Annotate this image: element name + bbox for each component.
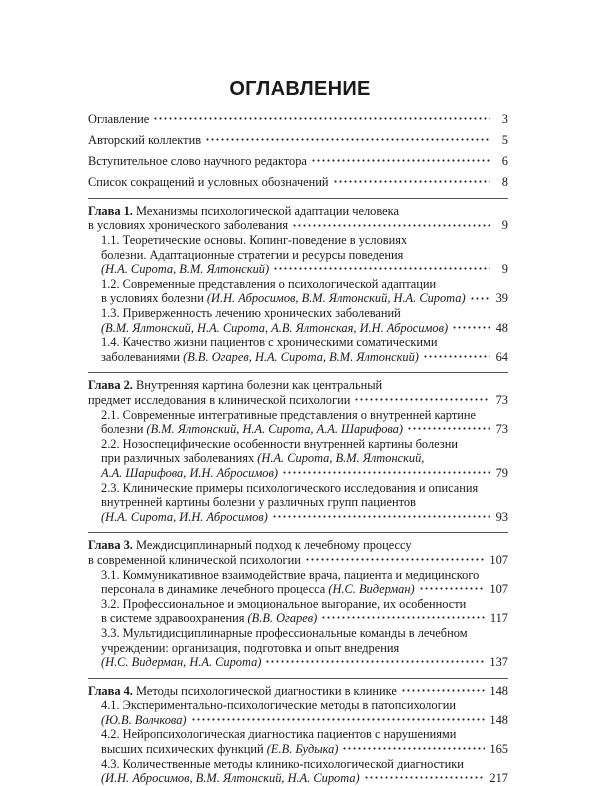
- section-entry[interactable]: [88, 335, 508, 364]
- chapter-title-line: Глава 2. Внутренняя картина болезни как центральный: [88, 378, 383, 393]
- toc-entry[interactable]: [88, 112, 508, 127]
- dot-leader: [205, 135, 490, 145]
- page-number: 73: [495, 422, 508, 437]
- page-number: 73: [495, 393, 508, 407]
- section-title-line: учреждении: организация, подготовка и опыт внедрения: [101, 640, 400, 655]
- section-last-row: [101, 321, 508, 336]
- section-authors: (И.Н. Абросимов, В.М. Ялтонский, Н.А. Сирота): [101, 771, 360, 786]
- page-number: 107: [489, 552, 508, 567]
- section-title-line: 4.2. Нейропсихологическая диагностика пациентов с нарушениями: [101, 727, 457, 742]
- toc-entry-text: Оглавление: [88, 112, 150, 126]
- section-last-row: [101, 655, 508, 670]
- section-last-row: [101, 713, 508, 728]
- dot-leader: [342, 744, 485, 754]
- dot-leader: [401, 685, 486, 695]
- table-of-contents: [88, 112, 508, 786]
- page-number: 3: [501, 112, 508, 126]
- dot-leader: [191, 714, 486, 724]
- page-number: 107: [489, 582, 508, 597]
- chapter-4: [88, 678, 508, 786]
- section-title-line: 2.1. Современные интегративные представления о внутренней картине: [101, 407, 477, 422]
- page-number: 8: [501, 175, 508, 190]
- section-authors: (Ю.В. Волчкова): [101, 712, 187, 727]
- section-entry[interactable]: [88, 727, 508, 756]
- section-authors: (Н.С. Видерман): [328, 582, 415, 597]
- dot-leader: [452, 322, 490, 332]
- section-entry[interactable]: [88, 233, 508, 277]
- chapter-title-line: Глава 3. Междисциплинарный подход к лечебному процессу: [88, 538, 412, 553]
- chapter-number: Глава 4.: [88, 683, 137, 698]
- section-entry[interactable]: [88, 481, 508, 525]
- section-last-row: [101, 510, 508, 525]
- section-entry[interactable]: [88, 626, 508, 670]
- section-title-line: 2.3. Клинические примеры психологического исследования и описания: [101, 480, 479, 495]
- chapter-title-row: [88, 218, 508, 233]
- chapter-number: Глава 3.: [88, 538, 137, 553]
- chapter-number: Глава 2.: [88, 378, 137, 393]
- section-last-text: заболеваниями (В.В. Огарев, Н.А. Сирота, В.М. Ялтонский): [101, 349, 419, 364]
- section-last-text: [101, 321, 448, 336]
- chapter-title-row: [88, 684, 508, 699]
- section-last-text: [101, 466, 278, 481]
- section-last-text: [101, 655, 261, 670]
- chapter-divider: [88, 198, 508, 199]
- page-number: 93: [495, 509, 508, 524]
- section-title-line: 2.2. Нозоспецифические особенности внутренней картины болезни: [101, 436, 458, 451]
- section-entry[interactable]: [88, 698, 508, 727]
- section-title-line: 1.3. Приверженность лечению хронических заболеваний: [101, 306, 401, 321]
- page-number: 165: [489, 742, 508, 757]
- chapter-divider: [88, 532, 508, 533]
- section-title-line: 3.2. Профессиональное и эмоциональное выгорание, их особенности: [101, 596, 467, 611]
- section-entry[interactable]: [88, 568, 508, 597]
- page-number: 9: [501, 262, 508, 277]
- section-last-row: [101, 466, 508, 481]
- section-title-line: внутренней картины болезни у различных групп пациентов: [101, 495, 416, 510]
- section-last-row: [101, 611, 508, 626]
- section-last-text: [101, 713, 187, 728]
- section-authors: (Н.А. Сирота, В.М. Ялтонский): [101, 262, 270, 277]
- dot-leader: [305, 555, 486, 565]
- section-authors: (В.В. Огарев, Н.А. Сирота, В.М. Ялтонский): [183, 349, 419, 364]
- dot-leader: [423, 351, 490, 361]
- dot-leader: [407, 424, 490, 434]
- chapter-title-row: [88, 393, 508, 408]
- toc-entry[interactable]: [88, 133, 508, 148]
- section-title-line: болезни. Адаптационные стратегии и ресурсы поведения: [101, 247, 404, 262]
- section-last-text: [101, 262, 269, 277]
- dot-leader: [272, 511, 490, 521]
- section-entry[interactable]: [88, 597, 508, 626]
- page-number: 148: [489, 712, 508, 727]
- toc-entry[interactable]: [88, 154, 508, 169]
- section-title-line: 3.3. Мультидисциплинарные профессиональные команды в лечебном: [101, 625, 468, 640]
- section-entry[interactable]: [88, 437, 508, 481]
- section-last-row: [101, 422, 508, 437]
- section-authors: (В.М. Ялтонский, Н.А. Сирота, А.В. Ялтонская, И.Н. Абросимов): [101, 320, 449, 335]
- toc-entry[interactable]: [88, 175, 508, 190]
- chapter-1: [88, 198, 508, 365]
- section-authors: А.А. Шарифова, И.Н. Абросимов): [101, 465, 278, 480]
- chapter-heading[interactable]: [88, 684, 508, 699]
- page-number: 137: [489, 655, 508, 670]
- chapter-title-row: [88, 553, 508, 568]
- page-number: 117: [489, 611, 508, 626]
- dot-leader: [282, 468, 490, 478]
- section-title-line: 4.1. Экспериментально-психологические методы в патопсихологии: [101, 698, 456, 713]
- dot-leader: [292, 220, 490, 230]
- dot-leader: [419, 584, 486, 594]
- page-number: 64: [495, 349, 508, 364]
- page-number: 39: [495, 291, 508, 306]
- section-last-row: [101, 771, 508, 786]
- chapter-2: [88, 372, 508, 524]
- section-entry[interactable]: [88, 277, 508, 306]
- section-last-text: персонала в динамике лечебного процесса (Н.С. Видерман): [101, 582, 415, 597]
- section-title-line: 1.2. Современные представления о психологической адаптации: [101, 276, 437, 291]
- toc-entry-row: [88, 154, 508, 169]
- section-last-text: болезни (В.М. Ялтонский, Н.А. Сирота, А.А. Шарифова): [101, 422, 403, 437]
- page-number: 6: [501, 154, 508, 169]
- page-number: 9: [501, 218, 508, 233]
- section-entry[interactable]: [88, 757, 508, 786]
- dot-leader: [470, 293, 490, 303]
- chapter-title-text: предмет исследования в клинической психологии: [88, 393, 351, 407]
- toc-entry-text: Список сокращений и условных обозначений: [88, 175, 329, 190]
- chapter-heading[interactable]: [88, 204, 508, 233]
- section-entry[interactable]: [88, 306, 508, 335]
- section-authors: (Н.С. Видерман, Н.А. Сирота): [101, 655, 262, 670]
- section-last-text: в системе здравоохранения (В.В. Огарев): [101, 611, 318, 626]
- section-title-line: 1.4. Качество жизни пациентов с хроническими соматическими: [101, 335, 438, 350]
- page-number: 217: [489, 771, 508, 786]
- section-authors: (И.Н. Абросимов, В.М. Ялтонский, Н.А. Сирота): [206, 291, 466, 306]
- toc-entry-text: Авторский коллектив: [88, 133, 202, 148]
- toc-entry-row: [88, 112, 508, 127]
- page-number: 148: [489, 683, 508, 698]
- section-title-line: 4.3. Количественные методы клинико-психологической диагностики: [101, 756, 464, 771]
- toc-entry-row: [88, 175, 508, 190]
- section-last-row: [101, 742, 508, 757]
- dot-leader: [354, 395, 490, 405]
- section-last-row: [101, 582, 508, 597]
- dot-leader: [153, 114, 490, 124]
- section-title-line: 1.1. Теоретические основы. Копинг-поведение в условиях: [101, 233, 408, 248]
- section-authors: (В.В. Огарев): [247, 611, 318, 626]
- page-number: 5: [501, 133, 508, 148]
- chapter-heading[interactable]: [88, 378, 508, 407]
- page-title: ОГЛАВЛЕНИЕ: [229, 78, 371, 100]
- chapter-title-text: в условиях хронического заболевания: [88, 218, 289, 233]
- chapter-title-text: в современной клинической психологии: [88, 552, 301, 567]
- section-last-row: [101, 262, 508, 277]
- section-last-text: [101, 510, 268, 525]
- page-number: 48: [495, 320, 508, 335]
- chapter-divider: [88, 678, 508, 679]
- toc-entry-text: Вступительное слово научного редактора: [88, 154, 307, 169]
- section-authors: (Н.А. Сирота, И.Н. Абросимов): [101, 509, 268, 524]
- chapter-title-text: Глава 4. Методы психологической диагностики в клинике: [88, 683, 397, 698]
- chapter-3: [88, 532, 508, 669]
- page-number: 79: [495, 465, 508, 480]
- section-authors: (В.М. Ялтонский, Н.А. Сирота, А.А. Шарифова): [146, 422, 403, 437]
- dot-leader: [364, 773, 486, 783]
- section-authors: (Е.В. Будыка): [266, 742, 339, 757]
- chapter-heading[interactable]: [88, 538, 508, 567]
- section-entry[interactable]: [88, 408, 508, 437]
- dot-leader: [265, 657, 485, 667]
- toc-entry-row: [88, 133, 508, 148]
- dot-leader: [333, 177, 490, 187]
- dot-leader: [321, 613, 486, 623]
- section-last-text: высших психических функций (Е.В. Будыка): [101, 742, 339, 757]
- section-last-row: [101, 350, 508, 365]
- section-last-text: [101, 771, 360, 786]
- chapter-divider: [88, 372, 508, 373]
- section-title-line: 3.1. Коммуникативное взаимодействие врача, пациента и медицинского: [101, 567, 480, 582]
- section-title-line: при различных заболеваниях (Н.А. Сирота, В.М. Ялтонский,: [101, 451, 425, 466]
- section-last-text: в условиях болезни (И.Н. Абросимов, В.М. Ялтонский, Н.А. Сирота): [101, 291, 466, 306]
- section-last-row: [101, 291, 508, 306]
- chapter-title-line: Глава 1. Механизмы психологической адаптации человека: [88, 203, 399, 218]
- dot-leader: [311, 156, 490, 166]
- dot-leader: [273, 264, 490, 274]
- chapter-number: Глава 1.: [88, 203, 137, 218]
